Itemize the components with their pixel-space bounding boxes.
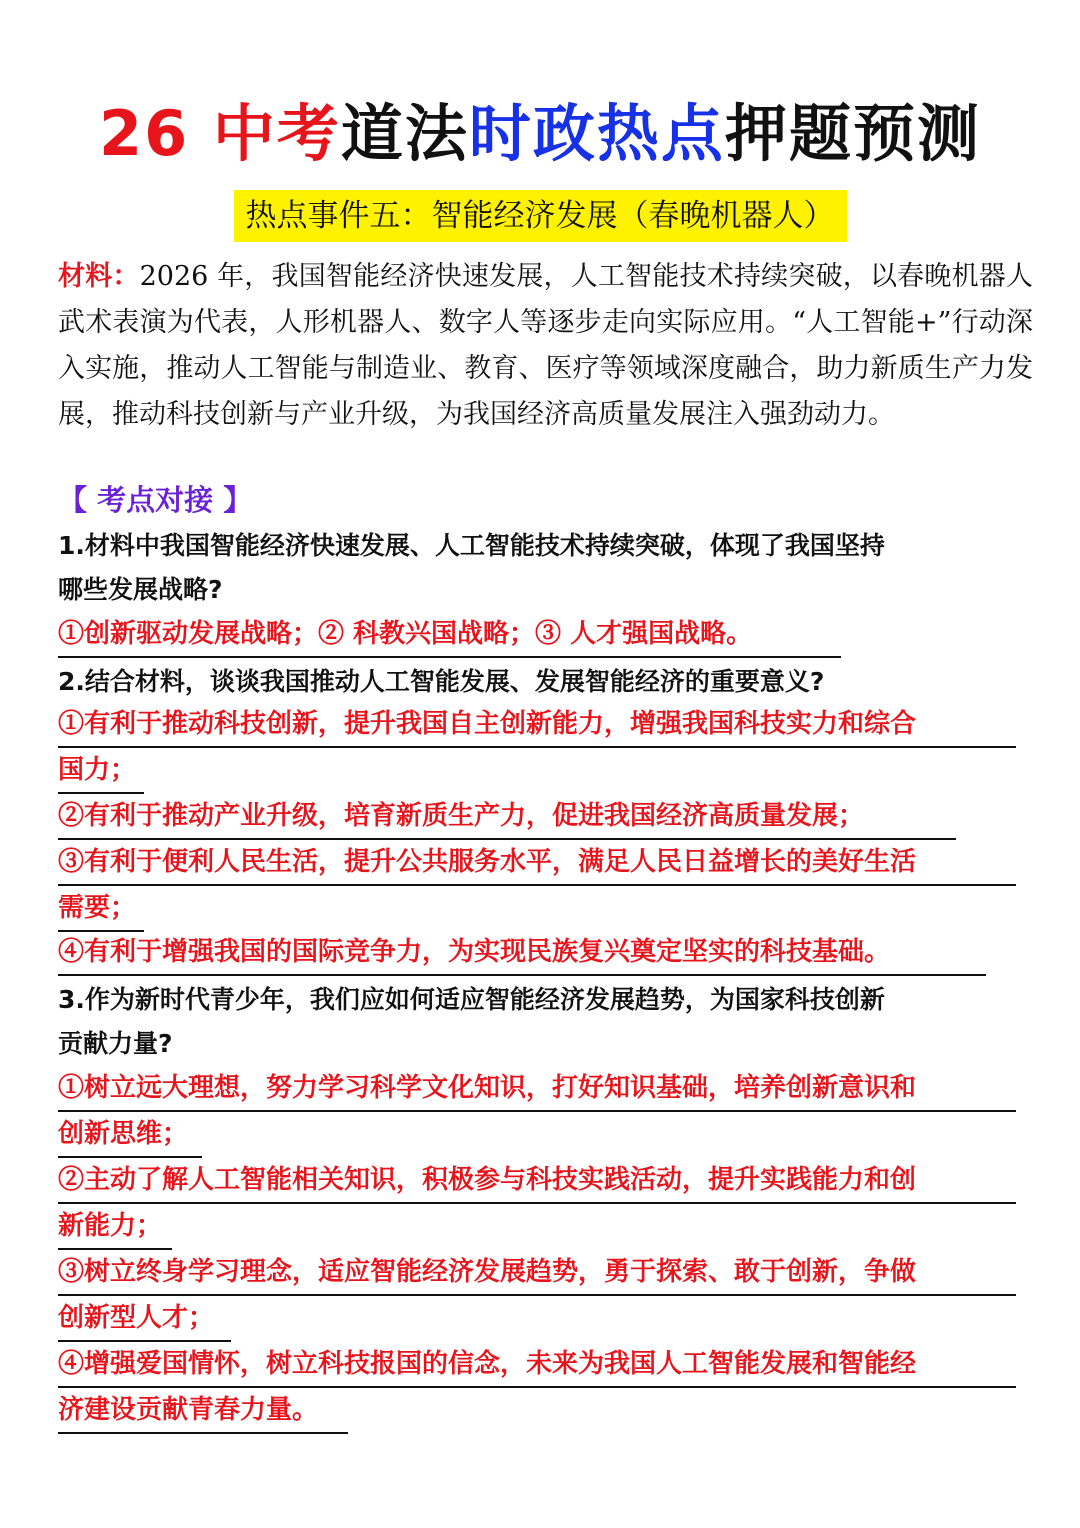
subtitle-container — [0, 190, 1080, 242]
answer-line: ④增强爱国情怀，树立科技报国的信念，未来为我国人工智能发展和智能经 — [58, 1342, 1016, 1388]
question-line: 贡献力量? — [58, 1029, 173, 1058]
page-title — [0, 96, 1080, 172]
answer-line: ③树立终身学习理念，适应智能经济发展趋势，勇于探索、敢于创新，争做 — [58, 1250, 1016, 1296]
hotspot-subtitle: 热点事件五：智能经济发展（春晚机器人） — [234, 190, 847, 242]
title-part-3: 时政热点 — [468, 97, 725, 170]
question-line: 2.结合材料，谈谈我国推动人工智能发展、发展智能经济的重要意义? — [58, 667, 825, 696]
title-part-2: 道法 — [340, 97, 469, 170]
title-part-1: 26 中考 — [99, 97, 341, 170]
question-line: 1.材料中我国智能经济快速发展、人工智能技术持续突破，体现了我国坚持 — [58, 531, 885, 560]
answer-line: ①树立远大理想，努力学习科学文化知识，打好知识基础，培养创新意识和 — [58, 1066, 1016, 1112]
question-3 — [58, 978, 1028, 1066]
answer-line: 需要； — [58, 886, 144, 932]
material-text: 2026 年，我国智能经济快速发展，人工智能技术持续突破，以春晚机器人武术表演为代表，人形机器人、数字人等逐步走向实际应用。“人工智能+”行动深入实施，推动人工智能与制造业、教育、医疗等领域深度融合，助力新质生产力发展，推动科技创新与产业升级，为我国经济高质量发展注入强劲动力。 — [58, 261, 1033, 430]
material-paragraph — [58, 254, 1033, 438]
answer-line: ②有利于推动产业升级，培育新质生产力，促进我国经济高质量发展； — [58, 794, 956, 840]
answer-line: 新能力； — [58, 1204, 172, 1250]
question-1 — [58, 524, 1028, 612]
material-label: 材料： — [58, 261, 140, 292]
answer-line: 创新型人才； — [58, 1296, 231, 1342]
answer-line: 济建设贡献青春力量。 — [58, 1388, 348, 1434]
title-part-4: 押题预测 — [724, 97, 981, 170]
answer-line: ④有利于增强我国的国际竞争力，为实现民族复兴奠定坚实的科技基础。 — [58, 930, 986, 976]
section-heading: 【 考点对接 】 — [58, 483, 253, 517]
answer-line: 国力； — [58, 748, 144, 794]
question-line: 3.作为新时代青少年，我们应如何适应智能经济发展趋势，为国家科技创新 — [58, 985, 885, 1014]
answer-line: ①有利于推动科技创新，提升我国自主创新能力，增强我国科技实力和综合 — [58, 702, 1016, 748]
answer-line: ②主动了解人工智能相关知识，积极参与科技实践活动，提升实践能力和创 — [58, 1158, 1016, 1204]
question-2 — [58, 660, 1028, 704]
question-line: 哪些发展战略? — [58, 575, 223, 604]
answer-line: ③有利于便利人民生活，提升公共服务水平，满足人民日益增长的美好生活 — [58, 840, 1016, 886]
answer-line: 创新思维； — [58, 1112, 202, 1158]
answer-line: ①创新驱动发展战略；② 科教兴国战略；③ 人才强国战略。 — [58, 612, 841, 658]
